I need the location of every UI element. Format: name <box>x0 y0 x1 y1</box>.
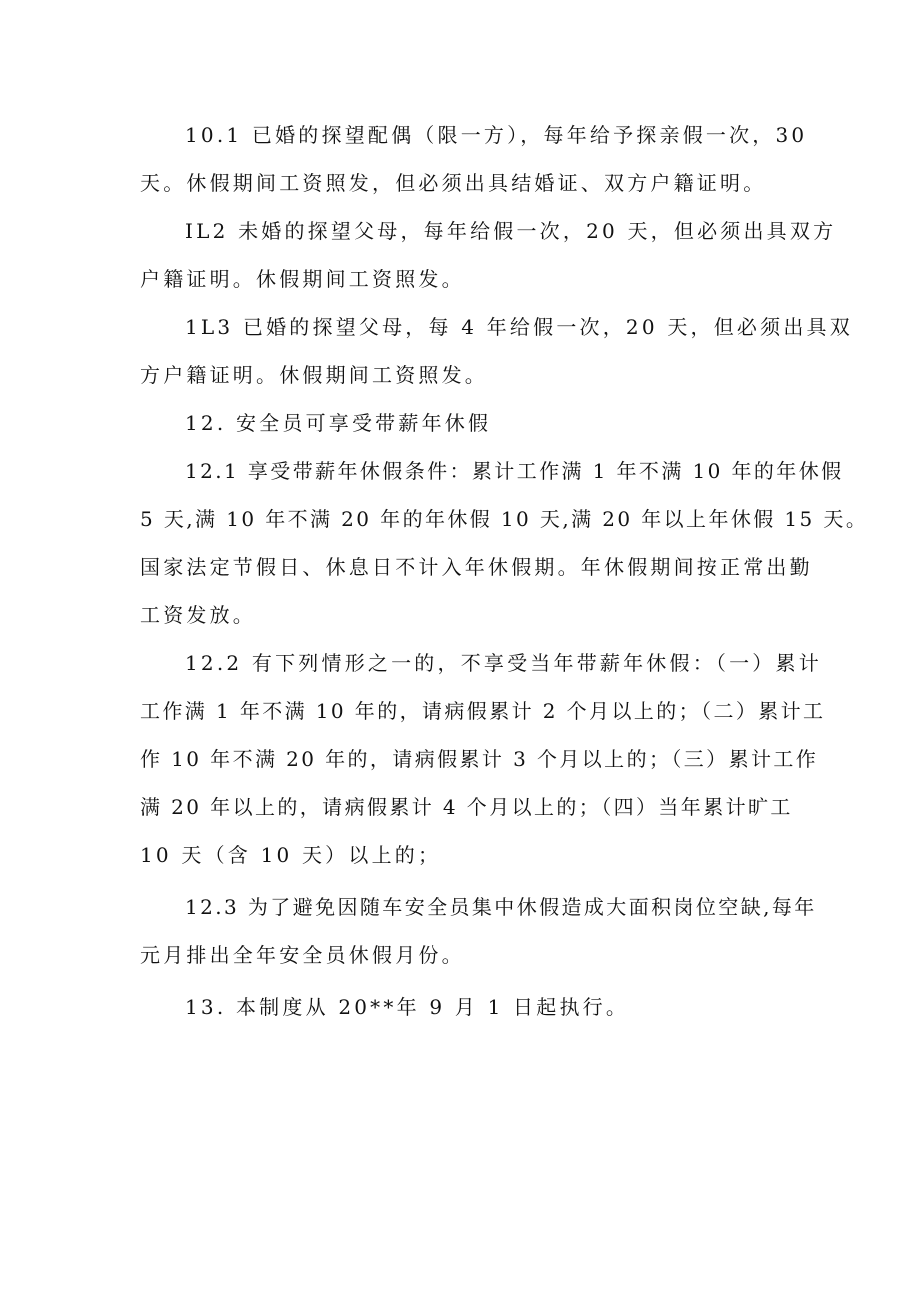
clause-12-1-line-1: 12.1 享受带薪年休假条件：累计工作满 1 年不满 10 年的年休假 <box>185 459 844 483</box>
clause-11-2-line-2: 户籍证明。休假期间工资照发。 <box>140 267 465 291</box>
clause-12-1-line-2: 5 天,满 10 年不满 20 年的年休假 10 天,满 20 年以上年休假 15 天。 <box>140 507 869 531</box>
clause-12-1-line-3: 国家法定节假日、休息日不计入年休假期。年休假期间按正常出勤 <box>140 555 813 579</box>
clause-12-2-line-5: 10 天（含 10 天）以上的； <box>140 843 442 867</box>
clause-10-1-line-2: 天。休假期间工资照发，但必须出具结婚证、双方户籍证明。 <box>140 171 767 195</box>
clause-10-1-line-1: 10.1 已婚的探望配偶（限一方），每年给予探亲假一次，30 <box>185 123 808 147</box>
clause-11-2-line-1: IL2 未婚的探望父母，每年给假一次，20 天，但必须出具双方 <box>185 219 837 243</box>
clause-12-heading: 12. 安全员可享受带薪年休假 <box>185 411 492 435</box>
clause-11-3-line-1: 1L3 已婚的探望父母，每 4 年给假一次，20 天，但必须出具双 <box>185 315 853 339</box>
clause-12-2-line-2: 工作满 1 年不满 10 年的，请病假累计 2 个月以上的；（二）累计工 <box>140 699 826 723</box>
clause-12-3-line-2: 元月排出全年安全员休假月份。 <box>140 943 465 967</box>
clause-12-2-line-1: 12.2 有下列情形之一的，不享受当年带薪年休假：（一）累计 <box>185 651 822 675</box>
clause-12-3-line-1: 12.3 为了避免因随车安全员集中休假造成大面积岗位空缺,每年 <box>185 895 817 919</box>
clause-12-1-line-4: 工资发放。 <box>140 603 256 627</box>
clause-12-2-line-4: 满 20 年以上的，请病假累计 4 个月以上的；（四）当年累计旷工 <box>140 795 793 819</box>
clause-12-2-line-3: 作 10 年不满 20 年的，请病假累计 3 个月以上的；（三）累计工作 <box>140 747 819 771</box>
clause-13: 13. 本制度从 20**年 9 月 1 日起执行。 <box>185 995 630 1019</box>
clause-11-3-line-2: 方户籍证明。休假期间工资照发。 <box>140 363 488 387</box>
